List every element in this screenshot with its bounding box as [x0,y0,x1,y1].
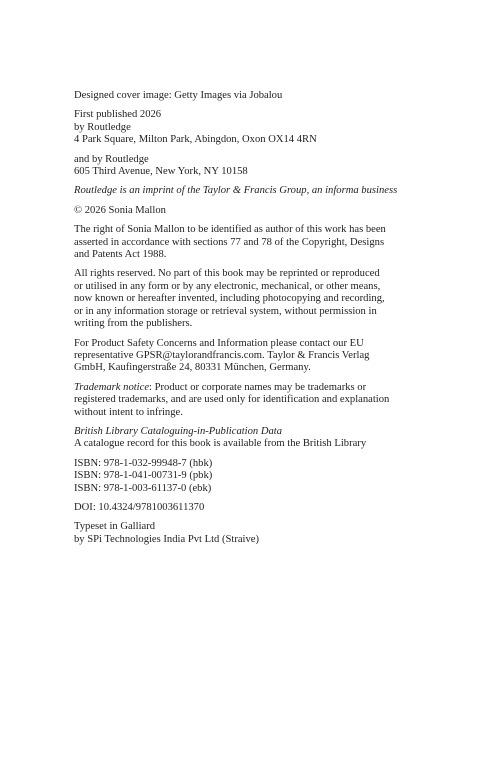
copyright-notice [74,205,434,217]
publication-us [74,154,434,179]
trademark-line: without intent to infringe. [74,406,183,418]
typeset-font: Typeset in Galliard [74,521,156,533]
all-rights-line: writing from the publishers. [74,318,193,330]
cataloguing-data [74,426,434,451]
moral-rights-line: and Patents Act 1988. [74,249,167,261]
publisher-address-us: 605 Third Avenue, New York, NY 10158 [74,166,248,178]
first-published: First published 2026 [74,109,162,121]
trademark-notice [74,382,434,419]
cover-credit-text: Designed cover image: Getty Images via Jobalou [74,90,283,101]
doi-block [74,502,434,514]
publisher-name-us: and by Routledge [74,153,149,165]
isbn-pbk: ISBN: 978-1-041-00731-9 (pbk) [74,470,213,482]
cover-credit [74,90,434,102]
isbn-ebk: ISBN: 978-1-003-61137-0 (ebk) [74,482,212,494]
product-safety [74,338,434,375]
all-rights-line: or utilised in any form or by any electronic, mechanical, or other means, [74,280,381,292]
trademark-line [74,382,434,394]
trademark-line: registered trademarks, and are used only for identification and explanation [74,394,390,406]
cataloguing-heading: British Library Cataloguing-in-Publication Data [74,425,283,437]
isbn-list [74,458,434,495]
imprint-note [74,185,434,197]
all-rights-line: now known or hereafter invented, including photocopying and recording, [74,293,385,305]
moral-rights-line: The right of Sonia Mallon to be identified as author of this work has been [74,224,386,236]
isbn-hbk: ISBN: 978-1-032-99948-7 (hbk) [74,457,213,469]
trademark-label: Trademark notice [74,381,150,393]
imprint-text: Routledge is an imprint of the Taylor & Francis Group, an informa business [74,185,398,197]
all-rights-line: or in any information storage or retrieval system, without permission in [74,305,377,317]
all-rights-line: All rights reserved. No part of this book may be reprinted or reproduced [74,268,380,280]
cataloguing-record: A catalogue record for this book is available from the British Library [74,438,367,450]
product-safety-line: representative GPSR@taylorandfrancis.com. Taylor & Francis Verlag [74,349,370,361]
typeset-by: by SPi Technologies India Pvt Ltd (Straive) [74,533,260,545]
copyright-page [74,90,434,553]
copyright-text: © 2026 Sonia Mallon [74,204,166,216]
product-safety-line: GmbH, Kaufingerstraße 24, 80331 München, Germany. [74,362,311,374]
moral-rights-line: asserted in accordance with sections 77 and 78 of the Copyright, Designs [74,236,385,248]
doi-text: DOI: 10.4324/9781003611370 [74,501,205,513]
all-rights-reserved [74,268,434,330]
publication-uk [74,109,434,146]
trademark-line-rest: : Product or corporate names may be trademarks or [149,381,367,393]
publisher-address-uk: 4 Park Square, Milton Park, Abingdon, Oxon OX14 4RN [74,134,317,146]
typeset-info [74,521,434,546]
moral-rights [74,224,434,261]
product-safety-line: For Product Safety Concerns and Information please contact our EU [74,337,364,349]
publisher-name: by Routledge [74,121,131,133]
